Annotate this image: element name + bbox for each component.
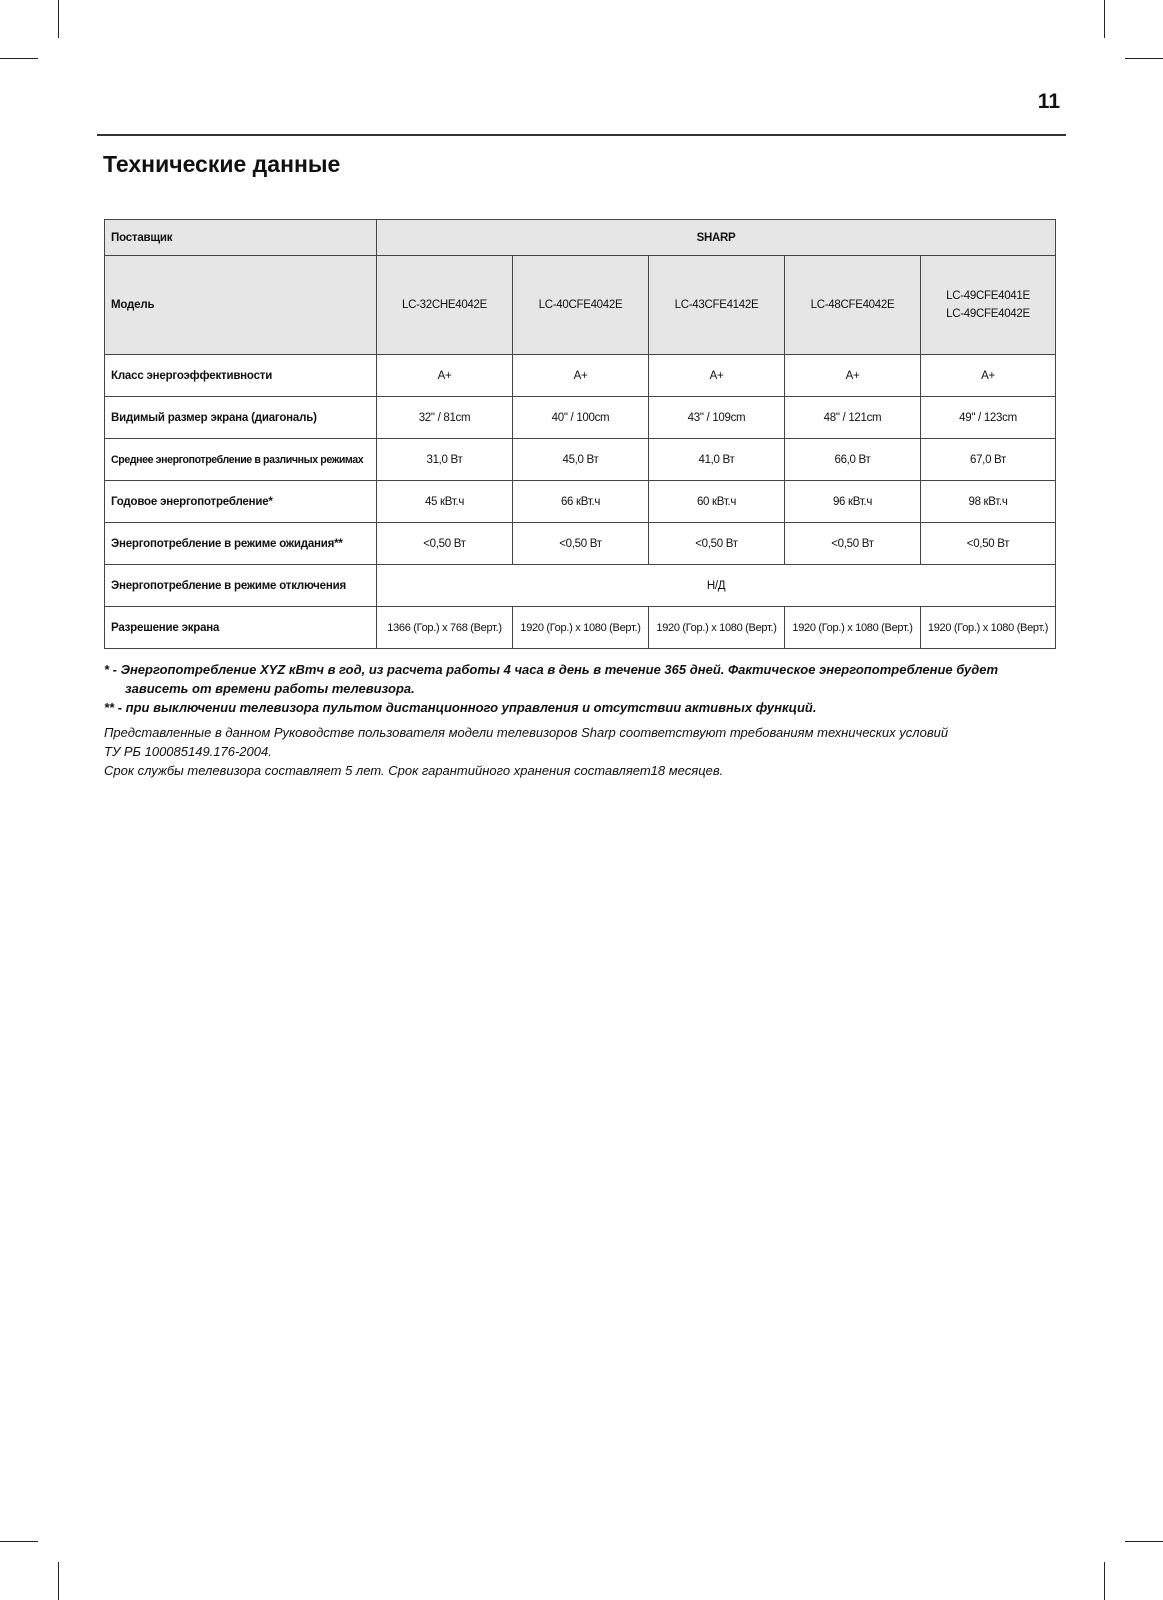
crop-mark	[0, 1541, 38, 1542]
model-name: LC-48CFE4042E	[810, 299, 895, 311]
header-rule	[97, 134, 1066, 136]
table-cell: 1366 (Гор.) x 768 (Верт.)	[377, 607, 513, 649]
footnote-standby: ** - при выключении телевизора пультом дистанционного управления и отсутствии активных функций.	[104, 700, 817, 715]
table-cell: 45 кВт.ч	[377, 481, 513, 523]
table-row-off-mode	[105, 565, 1056, 607]
table-row	[105, 439, 1056, 481]
footnote-annual-consumption: * - Энергопотребление XYZ кВтч в год, из расчета работы 4 часа в день в течение 365 дней. Фактическое энергопотребление будет	[104, 662, 999, 677]
table-cell: A+	[377, 355, 513, 397]
table-cell: A+	[513, 355, 649, 397]
page-title: Технические данные	[103, 151, 341, 177]
row-label: Модель	[105, 256, 377, 355]
model-cell	[921, 256, 1056, 355]
table-cell: 66 кВт.ч	[513, 481, 649, 523]
crop-mark	[1104, 1562, 1105, 1600]
row-label: Энергопотребление в режиме отключения	[105, 565, 377, 607]
table-cell: 32" / 81cm	[377, 397, 513, 439]
crop-mark	[1125, 1541, 1163, 1542]
crop-mark	[58, 0, 59, 38]
model-name: LC-49CFE4042E	[946, 308, 1030, 320]
specifications-table	[104, 219, 1056, 649]
table-cell: 1920 (Гор.) x 1080 (Верт.)	[649, 607, 785, 649]
table-cell: 43" / 109cm	[649, 397, 785, 439]
row-label: Поставщик	[105, 220, 377, 256]
table-cell: A+	[785, 355, 921, 397]
compliance-note: Представленные в данном Руководстве пользователя модели телевизоров Sharp соответствуют требованиям технических условий	[104, 725, 949, 740]
table-cell: <0,50 Вт	[649, 523, 785, 565]
row-label: Энергопотребление в режиме ожидания**	[105, 523, 377, 565]
table-cell: 48" / 121cm	[785, 397, 921, 439]
crop-mark	[58, 1562, 59, 1600]
table-cell: 41,0 Вт	[649, 439, 785, 481]
model-name: LC-40CFE4042E	[538, 299, 623, 311]
model-cell	[785, 256, 921, 355]
row-label: Среднее энергопотребление в различных режимах	[105, 439, 377, 481]
crop-mark	[1125, 58, 1163, 59]
table-row	[105, 355, 1056, 397]
model-name: LC-43CFE4142E	[674, 299, 759, 311]
row-label: Годовое энергопотребление*	[105, 481, 377, 523]
table-row	[105, 481, 1056, 523]
model-name: LC-49CFE4041E	[946, 290, 1030, 302]
table-cell: <0,50 Вт	[377, 523, 513, 565]
model-cell	[377, 256, 513, 355]
table-cell: 1920 (Гор.) x 1080 (Верт.)	[921, 607, 1056, 649]
row-label: Разрешение экрана	[105, 607, 377, 649]
footnote-annual-consumption-cont: зависеть от времени работы телевизора.	[125, 681, 415, 696]
supplier-value: SHARP	[377, 220, 1056, 256]
table-cell: 49" / 123cm	[921, 397, 1056, 439]
table-cell: 60 кВт.ч	[649, 481, 785, 523]
crop-mark	[1104, 0, 1105, 38]
table-cell: A+	[921, 355, 1056, 397]
table-cell: 66,0 Вт	[785, 439, 921, 481]
row-label: Класс энергоэффективности	[105, 355, 377, 397]
crop-mark	[0, 58, 38, 59]
table-cell: 45,0 Вт	[513, 439, 649, 481]
table-cell: 98 кВт.ч	[921, 481, 1056, 523]
table-cell: A+	[649, 355, 785, 397]
table-cell: 1920 (Гор.) x 1080 (Верт.)	[785, 607, 921, 649]
model-cell	[649, 256, 785, 355]
table-cell: 67,0 Вт	[921, 439, 1056, 481]
table-cell: Н/Д	[377, 565, 1056, 607]
service-life-note: Срок службы телевизора составляет 5 лет. Срок гарантийного хранения составляет18 месяцев.	[104, 763, 724, 778]
notes-section	[104, 660, 1064, 780]
page-number: 11	[1037, 90, 1060, 113]
table-cell: 1920 (Гор.) x 1080 (Верт.)	[513, 607, 649, 649]
row-label: Видимый размер экрана (диагональ)	[105, 397, 377, 439]
table-row-model	[105, 256, 1056, 355]
table-row	[105, 397, 1056, 439]
table-row	[105, 523, 1056, 565]
table-cell: <0,50 Вт	[513, 523, 649, 565]
table-cell: <0,50 Вт	[921, 523, 1056, 565]
table-row-resolution	[105, 607, 1056, 649]
table-cell: 96 кВт.ч	[785, 481, 921, 523]
model-name: LC-32CHE4042E	[402, 299, 487, 311]
model-cell	[513, 256, 649, 355]
table-cell: 40" / 100cm	[513, 397, 649, 439]
table-row-supplier	[105, 220, 1056, 256]
table-cell: 31,0 Вт	[377, 439, 513, 481]
compliance-standard: ТУ РБ 100085149.176-2004.	[104, 744, 272, 759]
table-cell: <0,50 Вт	[785, 523, 921, 565]
